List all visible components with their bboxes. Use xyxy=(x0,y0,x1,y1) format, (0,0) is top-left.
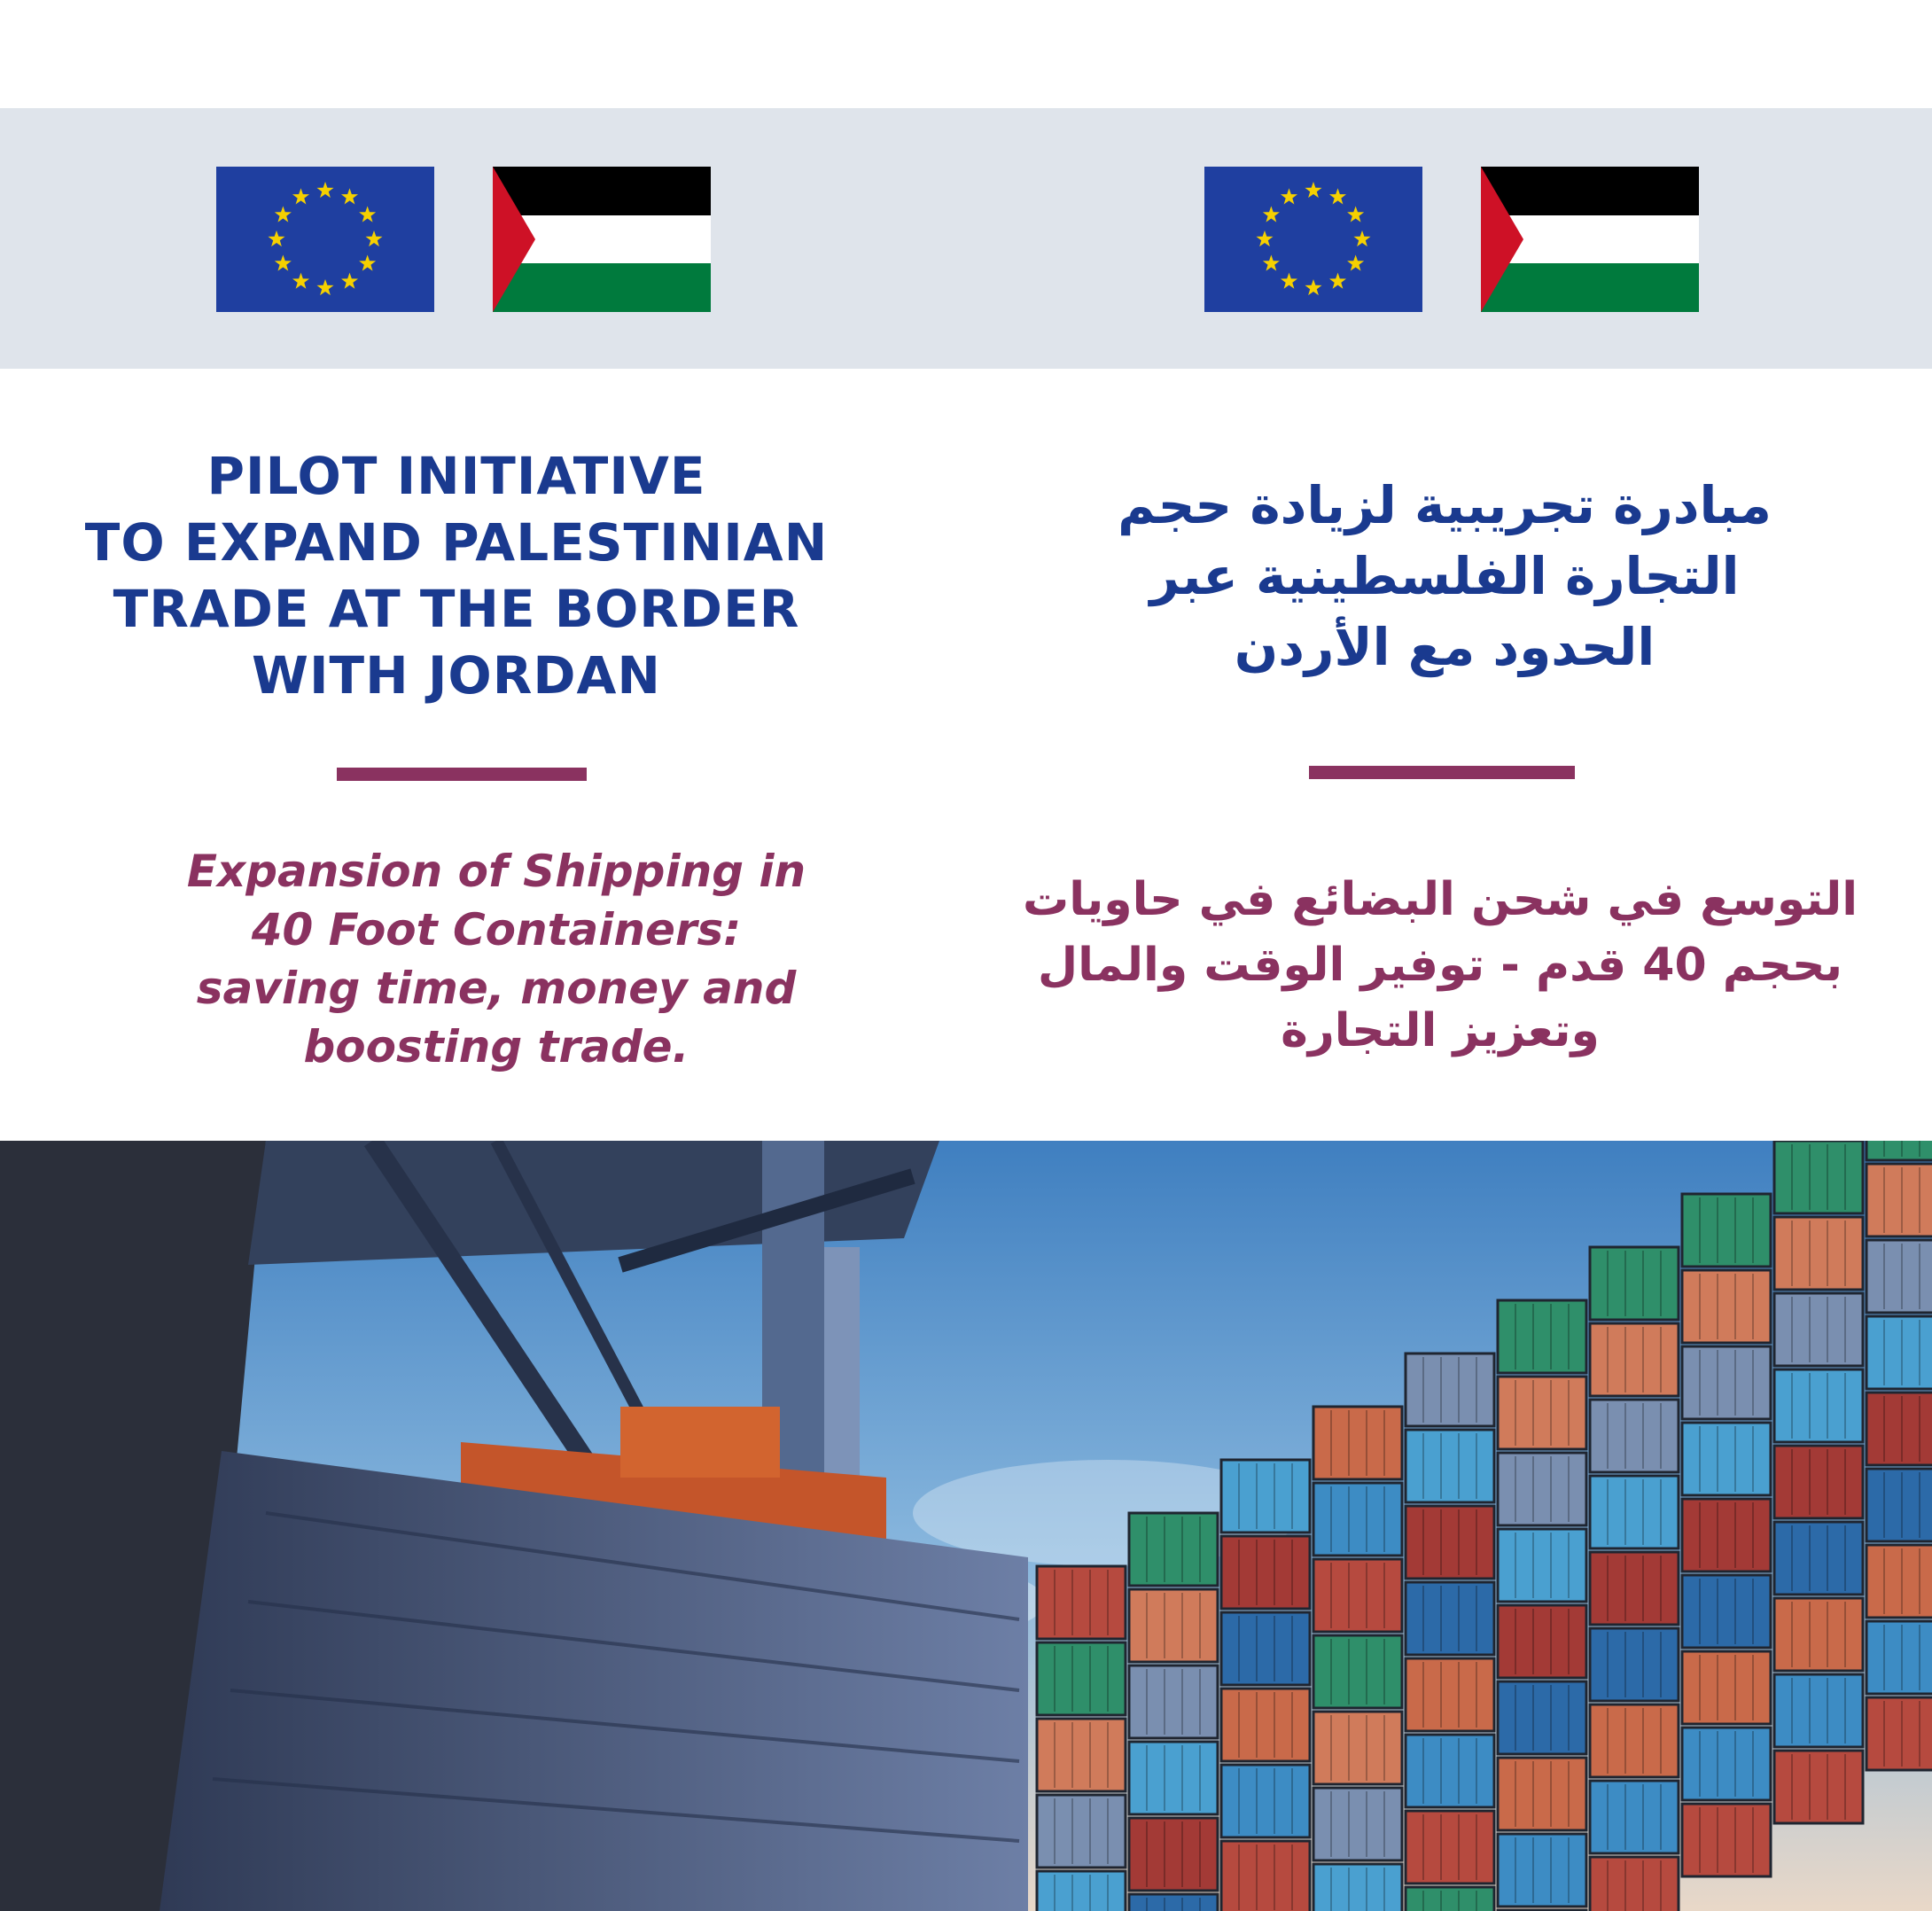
english-title: PILOT INITIATIVE TO EXPAND PALESTINIAN TRADE AT THE BORDER WITH JORDAN xyxy=(84,446,829,706)
shipping-container xyxy=(1866,1392,1932,1465)
shipping-container xyxy=(1313,1635,1402,1708)
shipping-container xyxy=(1590,1857,1679,1911)
shipping-container xyxy=(1406,1811,1494,1884)
english-subtitle: Expansion of Shipping in 40 Foot Containers: saving time, money and boosting trade. xyxy=(186,846,806,1072)
shipping-container xyxy=(1498,1681,1586,1754)
shipping-container xyxy=(1590,1247,1679,1320)
shipping-container xyxy=(1313,1483,1402,1556)
shipping-container xyxy=(1406,1735,1494,1807)
arabic-subtitle: التوسع في شحن البضائع في حاويات بحجم 40 قدم - توفير الوقت والمال وتعزيز التجارة xyxy=(1022,873,1858,1057)
arabic-divider xyxy=(1309,766,1575,779)
shipping-container xyxy=(1774,1751,1863,1823)
shipping-container xyxy=(1774,1598,1863,1671)
port-photo xyxy=(0,1141,1932,1911)
shipping-container xyxy=(1866,1545,1932,1618)
shipping-container xyxy=(1313,1864,1402,1911)
shipping-container xyxy=(1129,1818,1218,1891)
shipping-container xyxy=(1037,1719,1126,1791)
shipping-container xyxy=(1682,1194,1771,1267)
shipping-container xyxy=(1221,1612,1310,1685)
shipping-container xyxy=(1590,1781,1679,1853)
shipping-container xyxy=(1037,1871,1126,1911)
shipping-container xyxy=(1774,1446,1863,1518)
shipping-container xyxy=(1313,1712,1402,1784)
shipping-container xyxy=(1774,1141,1863,1213)
shipping-container xyxy=(1866,1164,1932,1236)
shipping-container xyxy=(1129,1665,1218,1738)
eu-flag-icon xyxy=(216,167,434,312)
shipping-container xyxy=(1682,1270,1771,1343)
shipping-container xyxy=(1129,1513,1218,1586)
shipping-container xyxy=(1774,1522,1863,1595)
shipping-container xyxy=(1406,1506,1494,1579)
shipping-container xyxy=(1406,1353,1494,1426)
shipping-container xyxy=(1682,1804,1771,1876)
shipping-container xyxy=(1774,1293,1863,1366)
shipping-container xyxy=(1590,1400,1679,1472)
english-divider xyxy=(337,768,587,781)
shipping-container xyxy=(1221,1536,1310,1609)
shipping-container xyxy=(1498,1758,1586,1830)
shipping-container xyxy=(1866,1469,1932,1541)
shipping-container xyxy=(1498,1605,1586,1678)
shipping-container xyxy=(1866,1621,1932,1694)
shipping-container xyxy=(1037,1642,1126,1715)
shipping-container xyxy=(1682,1346,1771,1419)
shipping-container xyxy=(1590,1552,1679,1625)
shipping-container xyxy=(1313,1407,1402,1479)
shipping-container xyxy=(1682,1651,1771,1724)
shipping-container xyxy=(1590,1323,1679,1396)
shipping-container xyxy=(1682,1728,1771,1800)
shipping-container xyxy=(1866,1316,1932,1389)
shipping-container xyxy=(1682,1499,1771,1572)
shipping-container xyxy=(1313,1559,1402,1632)
arabic-title: مبادرة تجريبية لزيادة حجم التجارة الفلسطينية عبر الحدود مع الأردن xyxy=(1118,475,1772,677)
shipping-container xyxy=(1406,1582,1494,1655)
palestine-flag-icon xyxy=(493,167,711,312)
shipping-container xyxy=(1313,1788,1402,1860)
shipping-container xyxy=(1682,1575,1771,1648)
shipping-container xyxy=(1590,1704,1679,1777)
shipping-container xyxy=(1037,1566,1126,1639)
shipping-container xyxy=(1498,1377,1586,1449)
shipping-container xyxy=(1866,1141,1932,1160)
shipping-container xyxy=(1406,1887,1494,1911)
shipping-container xyxy=(1498,1834,1586,1907)
eu-flag-icon xyxy=(1204,167,1422,312)
shipping-container xyxy=(1129,1894,1218,1911)
shipping-container xyxy=(1774,1674,1863,1747)
palestine-flag-icon xyxy=(1481,167,1699,312)
shipping-container xyxy=(1221,1841,1310,1911)
shipping-container xyxy=(1221,1689,1310,1761)
shipping-container xyxy=(1129,1589,1218,1662)
shipping-container xyxy=(1590,1628,1679,1701)
shipping-container xyxy=(1682,1423,1771,1495)
shipping-container xyxy=(1221,1765,1310,1837)
shipping-container xyxy=(1866,1697,1932,1770)
shipping-container xyxy=(1774,1217,1863,1290)
shipping-container xyxy=(1406,1658,1494,1731)
shipping-container xyxy=(1406,1430,1494,1502)
shipping-container xyxy=(1129,1742,1218,1814)
shipping-container xyxy=(1590,1476,1679,1548)
shipping-container xyxy=(1498,1529,1586,1602)
shipping-container xyxy=(1498,1300,1586,1373)
shipping-container xyxy=(1774,1369,1863,1442)
shipping-container xyxy=(1498,1453,1586,1525)
shipping-container xyxy=(1221,1460,1310,1533)
shipping-container xyxy=(1866,1240,1932,1313)
shipping-container xyxy=(1037,1795,1126,1868)
